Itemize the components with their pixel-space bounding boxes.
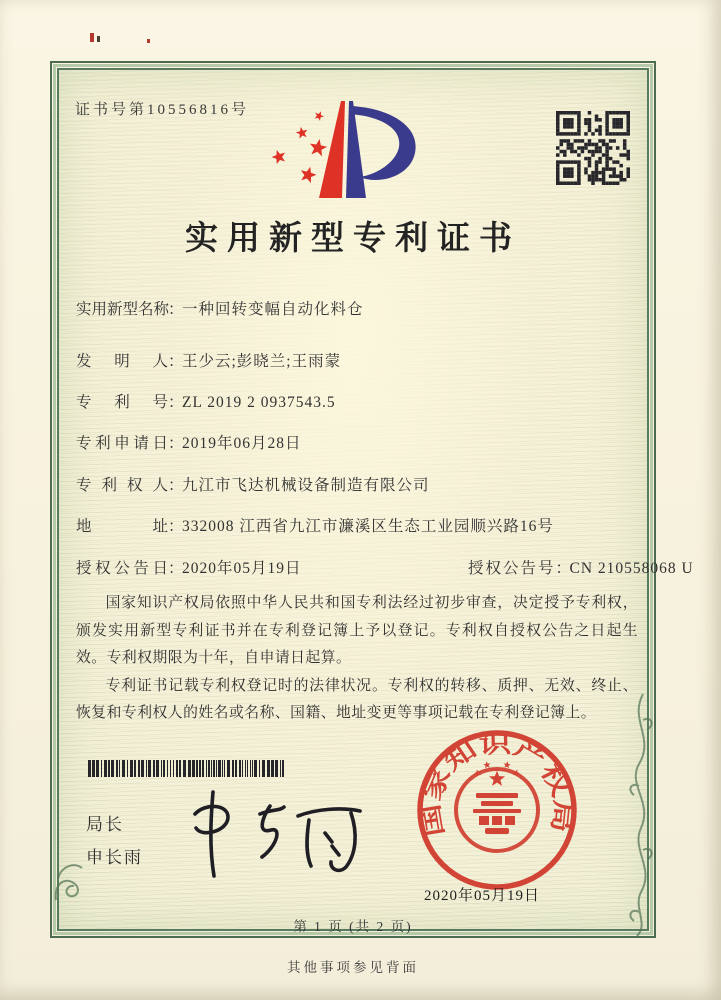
field-value: ZL 2019 2 0937543.5	[182, 394, 336, 411]
scan-speck	[90, 33, 94, 42]
cnipa-logo-icon	[262, 96, 452, 208]
commissioner-name: 申长雨	[86, 848, 143, 867]
field-value: 九江市飞达机械设备制造有限公司	[182, 477, 430, 494]
qr-code	[556, 111, 630, 185]
field-label: 专利权人	[76, 477, 168, 494]
field-label: 授权公告号	[468, 560, 556, 577]
legal-paragraph-1: 国家知识产权局依照中华人民共和国专利法经过初步审查，决定授予专利权，颁发实用新型专利证书并在专利登记簿上予以登记。专利权自授权公告之日起生效。专利权期限为十年，自申请日起算。	[76, 595, 638, 667]
field-value: 332008 江西省九江市濂溪区生态工业园顺兴路16号	[182, 518, 554, 535]
commissioner-role: 局长	[86, 815, 124, 834]
scan-speck	[147, 39, 150, 43]
field-label: 实用新型名称	[76, 301, 170, 318]
field-label: 发明人	[76, 353, 168, 370]
seal-date: 2020年05月19日	[424, 888, 541, 904]
scan-speck	[97, 36, 100, 42]
commissioner-signature	[180, 784, 375, 882]
field-grant-row: 授权公告日：2020年05月19日 授权公告号：CN 210558068 U	[76, 556, 638, 578]
field-value: 2020年05月19日	[182, 560, 302, 577]
official-seal	[413, 726, 581, 894]
field-label: 专利号	[76, 394, 168, 411]
certificate-number: 证书号第10556816号	[75, 102, 250, 118]
vine-ornament-left	[52, 858, 86, 902]
field-value: 王少云;彭晓兰;王雨蒙	[182, 353, 342, 370]
field-grant-number: 授权公告号：CN 210558068 U	[468, 560, 694, 577]
field-label: 授权公告日	[76, 560, 168, 577]
back-note: 其他事项参见背面	[287, 960, 419, 975]
field-patent-number: 专利号：ZL 2019 2 0937543.5	[76, 390, 336, 412]
field-value: 2019年06月28日	[182, 435, 302, 452]
page-number: 第 1 页 (共 2 页)	[293, 919, 413, 934]
vine-ornament-right	[623, 690, 659, 940]
barcode	[88, 760, 288, 777]
seal-ring-text: 国家知识产权局	[418, 731, 577, 839]
national-emblem-icon	[473, 761, 521, 834]
field-value: 一种回转变幅自动化料仓	[182, 301, 364, 318]
field-value: CN 210558068 U	[569, 560, 694, 577]
field-address: 地址：332008 江西省九江市濂溪区生态工业园顺兴路16号	[76, 514, 554, 536]
field-inventors: 发明人：王少云;彭晓兰;王雨蒙	[76, 349, 341, 371]
legal-text	[76, 590, 638, 728]
legal-paragraph-2: 专利证书记载专利权登记时的法律状况。专利权的转移、质押、无效、终止、恢复和专利权人的姓名或名称、国籍、地址变更等事项记载在专利登记簿上。	[76, 677, 638, 722]
field-label: 地址	[76, 518, 168, 535]
field-filing-date: 专利申请日：2019年06月28日	[76, 431, 302, 453]
field-patentee: 专利权人：九江市飞达机械设备制造有限公司	[76, 473, 430, 495]
certificate-title: 实用新型专利证书	[185, 221, 521, 257]
field-utility-model-name: 实用新型名称：一种回转变幅自动化料仓	[76, 297, 364, 319]
field-label: 专利申请日	[76, 435, 168, 452]
